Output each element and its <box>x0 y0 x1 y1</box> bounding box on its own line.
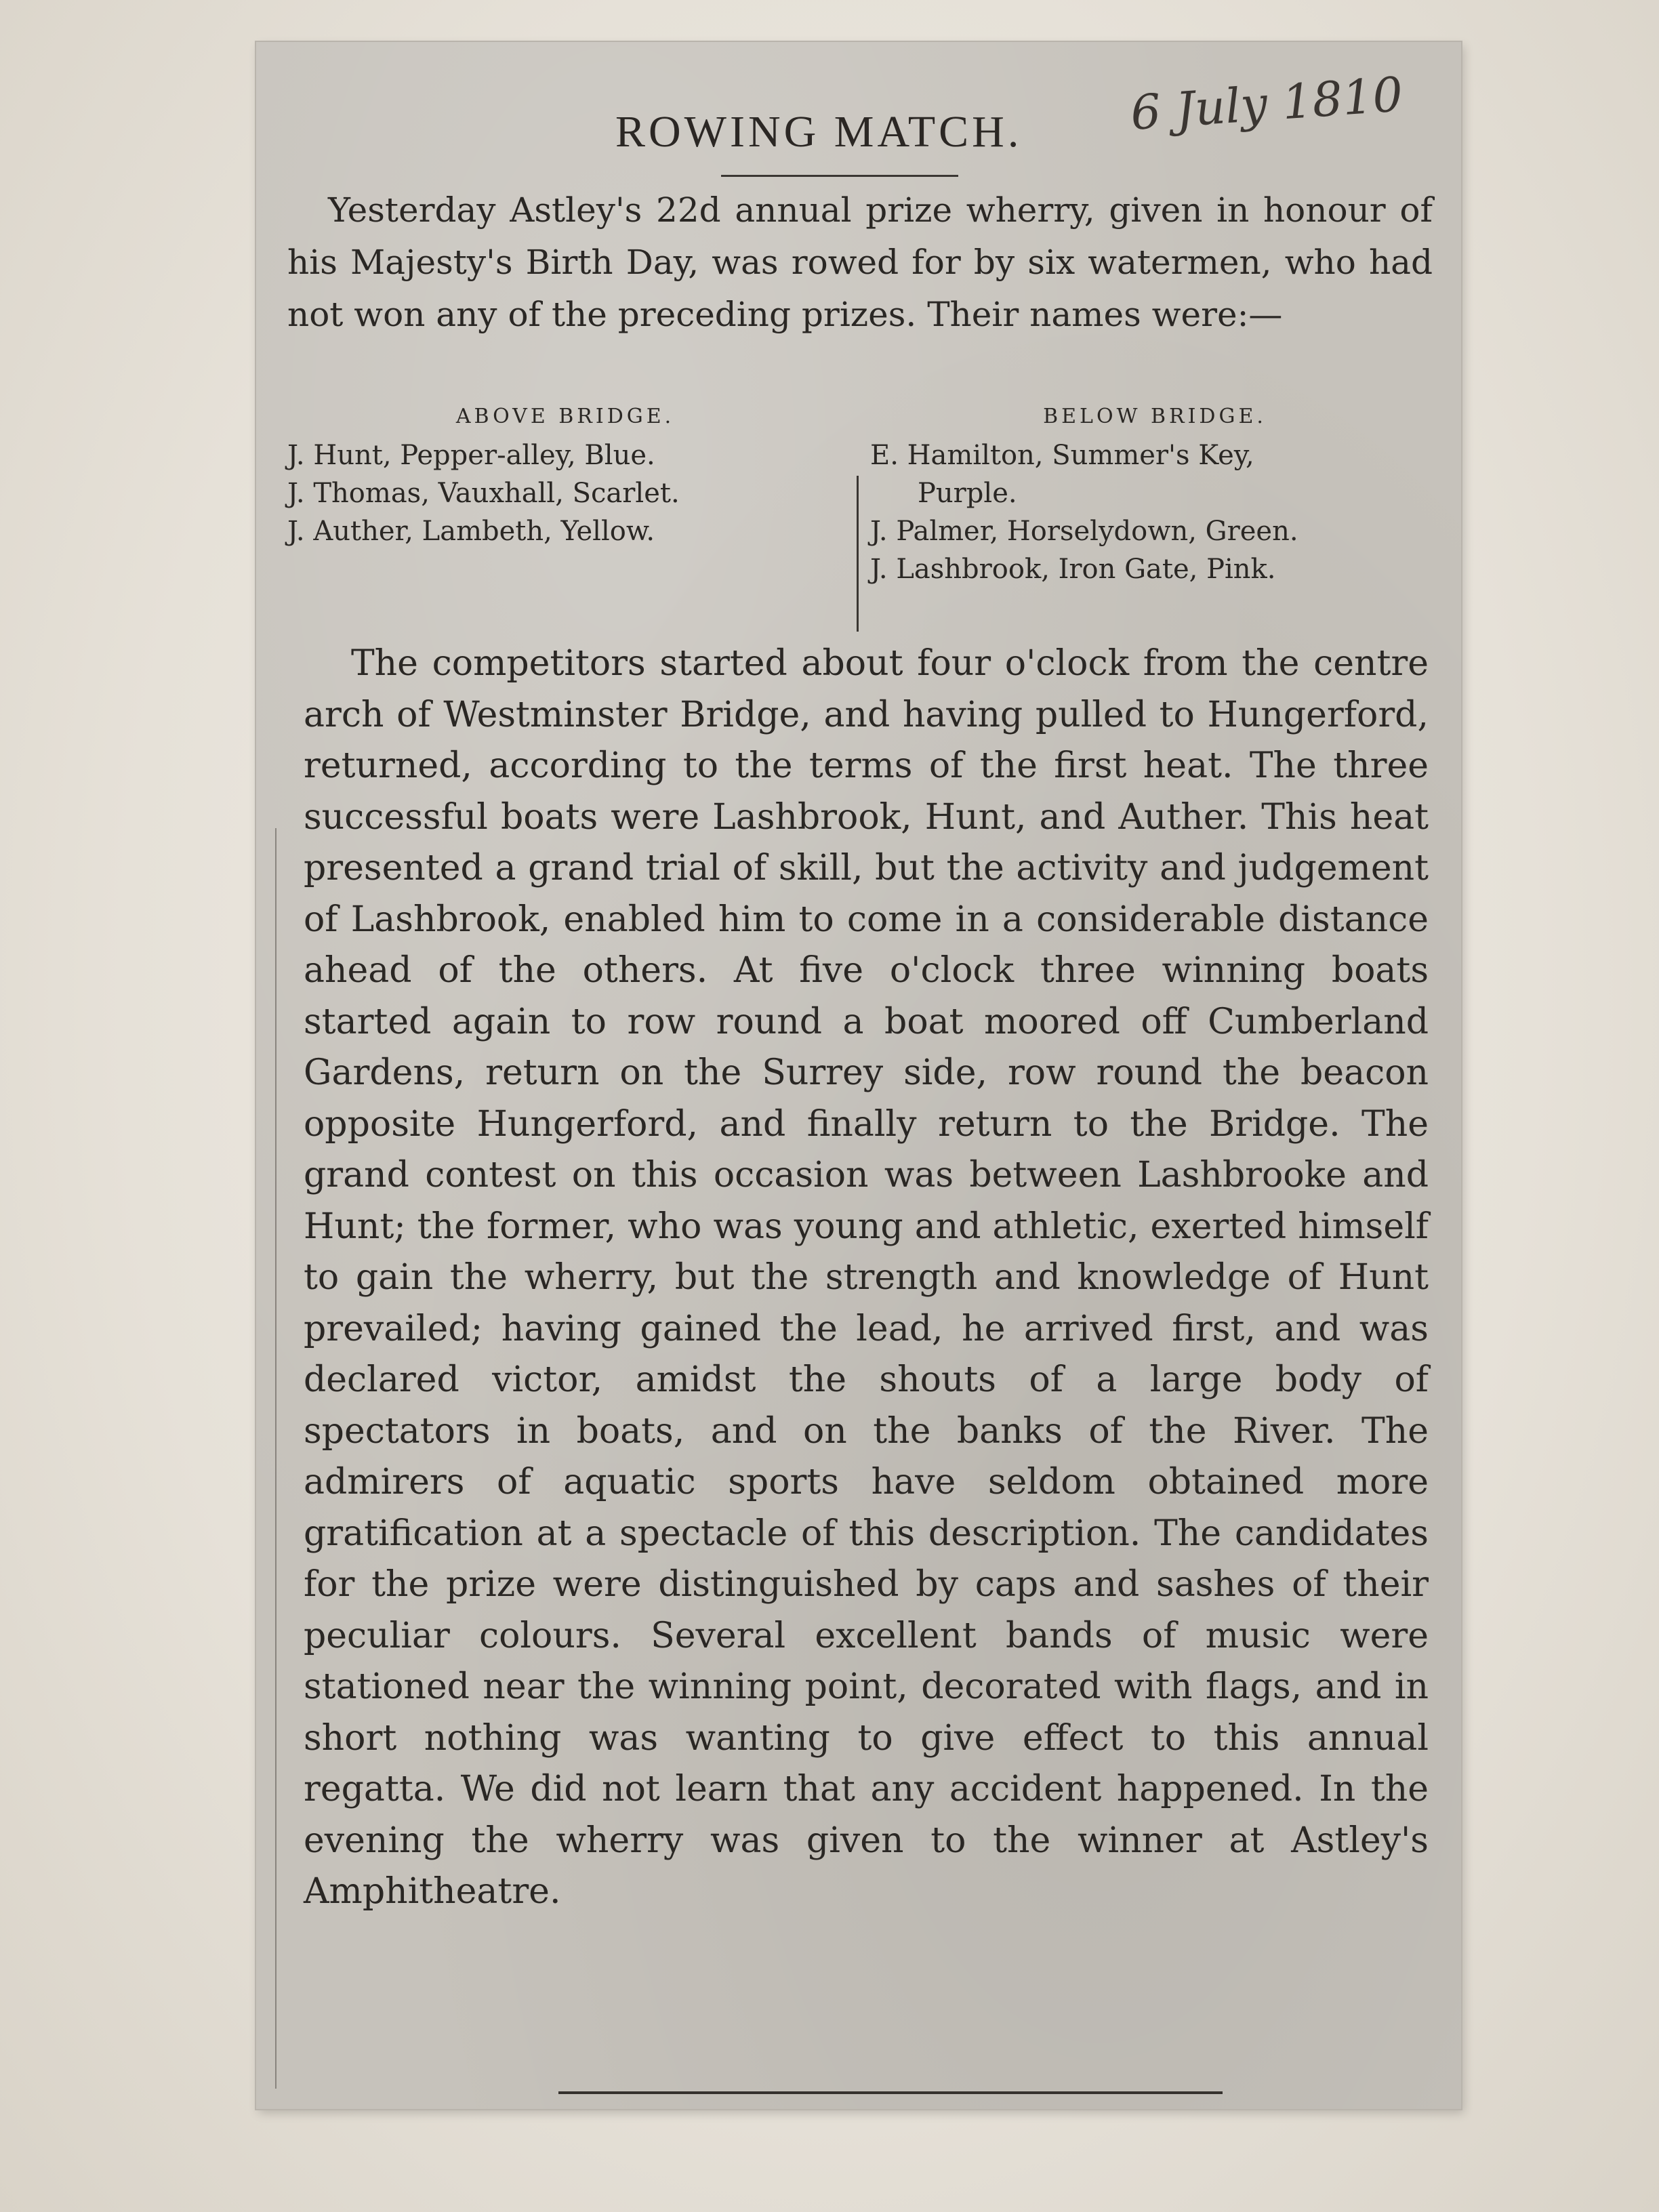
above-bridge-column <box>287 401 843 550</box>
competitor-entry: J. Thomas, Vauxhall, Scarlet. <box>287 478 680 509</box>
below-bridge-column <box>870 401 1439 588</box>
article-body: The competitors started about four o'clock from the centre arch of Westminster Bridge, and having pulled to Hungerford, returned, according to the terms of the first heat. The three successful boats were Lashbrook, Hunt, and Auther. This heat presented a grand trial of skill, but the activity and judgement of Lashbrook, enabled him to come in a considerable distance ahead of the others. At five o'clock three winning boats started again to row round a boat moored off Cumberland Gardens, return on the Surrey side, row round the beacon opposite Hungerford, and finally return to the Bridge. The grand contest on this occasion was between Lashbrooke and Hunt; the former, who was young and athletic, exerted himself to gain the wherry, but the strength and knowledge of Hunt prevailed; having gained the lead, he arrived first, and was declared victor, amidst the shouts of a large body of spectators in boats, and on the banks of the River. The admirers of aquatic sports have seldom obtained more gratification at a spectacle of this description. The candidates for the prize were distinguished by caps and sashes of their peculiar colours. Several excellent bands of music were stationed near the winning point, decorated with flags, and in short nothing was wanting to give effect to this annual regatta. We did not learn that any accident happened. In the evening the wherry was given to the winner at Astley's Amphitheatre. <box>304 643 1429 1912</box>
competitor-entry: J. Auther, Lambeth, Yellow. <box>287 516 655 547</box>
margin-line <box>275 828 276 2089</box>
title-divider <box>721 175 958 177</box>
handwritten-date-annotation: 6 July 1810 <box>1128 66 1405 141</box>
below-bridge-header: BELOW BRIDGE. <box>1043 405 1267 428</box>
headline: ROWING MATCH. <box>615 107 1023 157</box>
above-bridge-header: ABOVE BRIDGE. <box>455 405 675 428</box>
competitor-entry: J. Lashbrook, Iron Gate, Pink. <box>870 554 1276 585</box>
column-divider <box>857 476 859 632</box>
newspaper-clipping <box>256 42 1461 2109</box>
competitor-entry-continuation: Purple. <box>918 478 1017 509</box>
closing-rule <box>558 2091 1223 2094</box>
competitor-entry: J. Hunt, Pepper-alley, Blue. <box>287 440 655 471</box>
intro-paragraph: Yesterday Astley's 22d annual prize wherry, given in honour of his Majesty's Birth Day, was rowed for by six watermen, who had not won any of the preceding prizes. Their names were:— <box>287 190 1433 334</box>
title-row <box>256 66 1461 184</box>
competitor-entry: J. Palmer, Horselydown, Green. <box>870 516 1298 547</box>
competitor-entry: E. Hamilton, Summer's Key, <box>870 440 1254 471</box>
competitor-columns <box>287 401 1433 632</box>
